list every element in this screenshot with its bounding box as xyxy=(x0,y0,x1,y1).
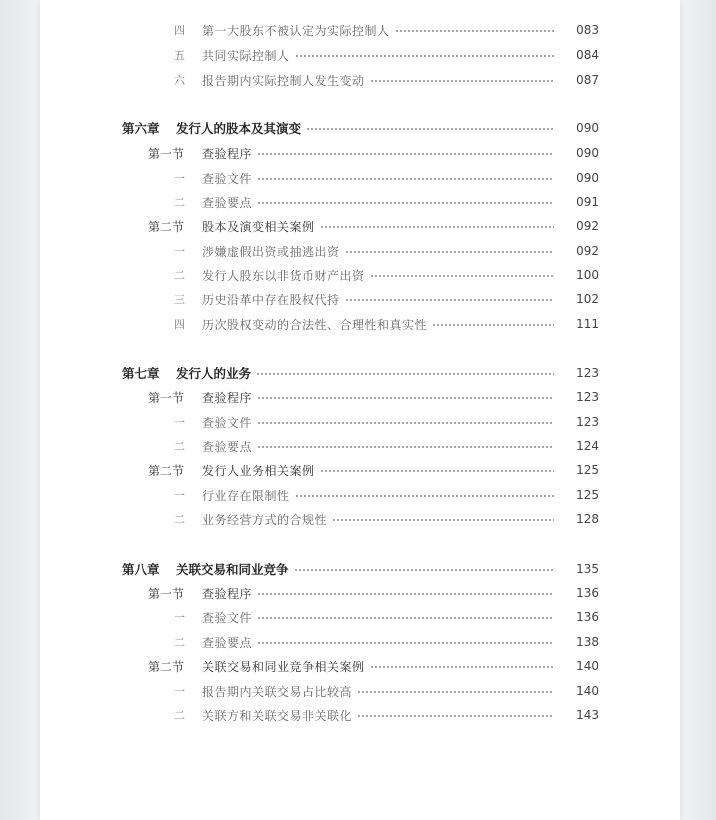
toc-entry-number: 第一节 xyxy=(148,390,185,405)
toc-entry-title: 查验文件 xyxy=(202,610,253,625)
toc-entry-number: 第二节 xyxy=(148,463,185,478)
toc-page-number: 143 xyxy=(576,708,599,722)
toc-item-row xyxy=(40,45,680,65)
dot-leader xyxy=(332,519,554,521)
toc-page-number: 083 xyxy=(576,23,599,37)
dot-leader xyxy=(345,299,554,301)
toc-entry-title: 发行人的股本及其演变 xyxy=(176,121,302,136)
toc-page-number: 125 xyxy=(576,463,599,477)
toc-entry-label xyxy=(40,364,251,382)
toc-entry-label xyxy=(40,487,290,504)
toc-entry-label xyxy=(40,438,252,455)
toc-entry-title: 发行人股东以非货币财产出资 xyxy=(202,268,365,283)
toc-entry-title: 关联交易和同业竞争 xyxy=(176,562,289,577)
toc-entry-label xyxy=(40,218,315,235)
toc-entry-title: 关联交易和同业竞争相关案例 xyxy=(202,659,365,674)
toc-chapter-row xyxy=(40,363,680,383)
toc-entry-title: 查验文件 xyxy=(202,171,253,186)
toc-entry-number: 五 xyxy=(174,49,185,62)
toc-entry-number: 第二节 xyxy=(148,659,185,674)
toc-entry-number: 四 xyxy=(174,318,185,331)
toc-entry-number: 二 xyxy=(174,196,185,209)
dot-leader xyxy=(257,422,554,424)
dot-leader xyxy=(257,617,554,619)
toc-page-number: 111 xyxy=(576,317,599,331)
toc-entry-title: 第一大股东不被认定为实际控制人 xyxy=(202,23,390,38)
toc-page-number: 125 xyxy=(576,488,599,502)
toc-entry-label xyxy=(40,22,390,39)
toc-entry-number: 第七章 xyxy=(122,366,160,381)
toc-item-row xyxy=(40,485,680,505)
toc-entry-number: 第二节 xyxy=(148,219,185,234)
toc-entry-number: 第一节 xyxy=(148,586,185,601)
toc-entry-label xyxy=(40,72,365,89)
dot-leader xyxy=(432,324,554,326)
toc-section-row xyxy=(40,656,680,676)
toc-page-number: 100 xyxy=(576,268,599,282)
toc-entry-number: 第六章 xyxy=(122,121,160,136)
toc-item-row xyxy=(40,632,680,652)
table-of-contents xyxy=(40,0,680,820)
document-page xyxy=(40,0,680,820)
toc-page-number: 123 xyxy=(576,415,599,429)
toc-entry-number: 第一节 xyxy=(148,146,185,161)
toc-entry-label xyxy=(40,389,252,406)
toc-page-number: 140 xyxy=(576,684,599,698)
toc-page-number: 135 xyxy=(576,562,599,576)
toc-entry-title: 查验程序 xyxy=(202,146,253,161)
toc-item-row xyxy=(40,607,680,627)
dot-leader xyxy=(295,495,554,497)
toc-entry-label xyxy=(40,243,340,260)
toc-page-number: 138 xyxy=(576,635,599,649)
toc-entry-title: 共同实际控制人 xyxy=(202,48,290,63)
toc-page-number: 091 xyxy=(576,195,599,209)
toc-item-row xyxy=(40,705,680,725)
toc-entry-number: 二 xyxy=(174,440,185,453)
toc-section-row xyxy=(40,143,680,163)
toc-item-row xyxy=(40,241,680,261)
toc-entry-title: 查验要点 xyxy=(202,635,253,650)
toc-page-number: 087 xyxy=(576,73,599,87)
toc-entry-number: 二 xyxy=(174,513,185,526)
toc-section-row xyxy=(40,583,680,603)
toc-page-number: 123 xyxy=(576,366,599,380)
toc-entry-title: 涉嫌虚假出资或抽逃出资 xyxy=(202,244,340,259)
toc-section-row xyxy=(40,460,680,480)
toc-entry-title: 查验程序 xyxy=(202,390,253,405)
toc-section-row xyxy=(40,387,680,407)
toc-page-number: 140 xyxy=(576,659,599,673)
toc-entry-number: 一 xyxy=(174,172,185,185)
toc-page-number: 124 xyxy=(576,439,599,453)
toc-item-row xyxy=(40,412,680,432)
toc-entry-title: 业务经营方式的合规性 xyxy=(202,512,328,527)
dot-leader xyxy=(294,569,554,571)
toc-page-number: 092 xyxy=(576,244,599,258)
dot-leader xyxy=(257,593,554,595)
toc-entry-number: 四 xyxy=(174,24,185,37)
dot-leader xyxy=(257,446,554,448)
toc-item-row xyxy=(40,436,680,456)
toc-entry-label xyxy=(40,560,289,578)
dot-leader xyxy=(320,470,554,472)
toc-page-number: 090 xyxy=(576,121,599,135)
dot-leader xyxy=(345,251,554,253)
left-background xyxy=(0,0,40,820)
toc-entry-label xyxy=(40,267,365,284)
toc-page-number: 128 xyxy=(576,512,599,526)
toc-entry-number: 一 xyxy=(174,489,185,502)
toc-item-row xyxy=(40,314,680,334)
toc-entry-label xyxy=(40,194,252,211)
toc-page-number: 136 xyxy=(576,610,599,624)
toc-page-number: 084 xyxy=(576,48,599,62)
toc-item-row xyxy=(40,70,680,90)
toc-entry-label xyxy=(40,119,301,137)
toc-entry-label xyxy=(40,511,327,528)
right-background xyxy=(680,0,716,820)
dot-leader xyxy=(257,642,554,644)
dot-leader xyxy=(370,666,554,668)
toc-entry-title: 历史沿革中存在股权代持 xyxy=(202,292,340,307)
toc-item-row xyxy=(40,289,680,309)
dot-leader xyxy=(295,55,554,57)
toc-item-row xyxy=(40,192,680,212)
toc-chapter-row xyxy=(40,118,680,138)
dot-leader xyxy=(370,80,554,82)
toc-entry-title: 查验要点 xyxy=(202,439,253,454)
toc-item-row xyxy=(40,168,680,188)
toc-entry-label xyxy=(40,658,365,675)
toc-entry-label xyxy=(40,683,352,700)
dot-leader xyxy=(257,202,554,204)
toc-page-number: 102 xyxy=(576,292,599,306)
toc-entry-title: 关联方和关联交易非关联化 xyxy=(202,708,353,723)
toc-entry-number: 二 xyxy=(174,636,185,649)
toc-page-number: 123 xyxy=(576,390,599,404)
toc-page-number: 092 xyxy=(576,219,599,233)
toc-entry-number: 三 xyxy=(174,293,185,306)
toc-item-row xyxy=(40,681,680,701)
toc-item-row xyxy=(40,20,680,40)
dot-leader xyxy=(357,715,554,717)
toc-entry-number: 第八章 xyxy=(122,562,160,577)
toc-page-number: 090 xyxy=(576,146,599,160)
toc-item-row xyxy=(40,265,680,285)
toc-page-number: 136 xyxy=(576,586,599,600)
dot-leader xyxy=(357,691,554,693)
dot-leader xyxy=(257,153,554,155)
toc-item-row xyxy=(40,509,680,529)
toc-entry-title: 发行人业务相关案例 xyxy=(202,463,315,478)
dot-leader xyxy=(370,275,554,277)
toc-entry-title: 查验文件 xyxy=(202,415,253,430)
toc-entry-label xyxy=(40,414,252,431)
toc-entry-title: 报告期内实际控制人发生变动 xyxy=(202,73,365,88)
toc-entry-number: 二 xyxy=(174,709,185,722)
toc-entry-number: 二 xyxy=(174,269,185,282)
toc-entry-label xyxy=(40,634,252,651)
toc-entry-title: 历次股权变动的合法性、合理性和真实性 xyxy=(202,317,428,332)
toc-entry-number: 一 xyxy=(174,245,185,258)
toc-entry-title: 查验要点 xyxy=(202,195,253,210)
toc-entry-label xyxy=(40,609,252,626)
toc-page-number: 090 xyxy=(576,171,599,185)
dot-leader xyxy=(256,373,554,375)
toc-entry-title: 发行人的业务 xyxy=(176,366,252,381)
toc-entry-title: 报告期内关联交易占比较高 xyxy=(202,684,353,699)
toc-entry-number: 一 xyxy=(174,611,185,624)
dot-leader xyxy=(320,226,554,228)
toc-entry-number: 一 xyxy=(174,685,185,698)
toc-entry-number: 一 xyxy=(174,416,185,429)
dot-leader xyxy=(257,397,554,399)
dot-leader xyxy=(257,178,554,180)
toc-entry-number: 六 xyxy=(174,74,185,87)
dot-leader xyxy=(395,30,554,32)
dot-leader xyxy=(306,128,554,130)
toc-entry-label xyxy=(40,170,252,187)
toc-entry-label xyxy=(40,462,315,479)
toc-entry-label xyxy=(40,585,252,602)
toc-entry-title: 行业存在限制性 xyxy=(202,488,290,503)
toc-section-row xyxy=(40,216,680,236)
toc-entry-label xyxy=(40,291,340,308)
toc-chapter-row xyxy=(40,559,680,579)
toc-entry-label xyxy=(40,47,290,64)
toc-entry-title: 查验程序 xyxy=(202,586,253,601)
toc-entry-title: 股本及演变相关案例 xyxy=(202,219,315,234)
toc-entry-label xyxy=(40,145,252,162)
toc-entry-label xyxy=(40,316,427,333)
toc-entry-label xyxy=(40,707,352,724)
